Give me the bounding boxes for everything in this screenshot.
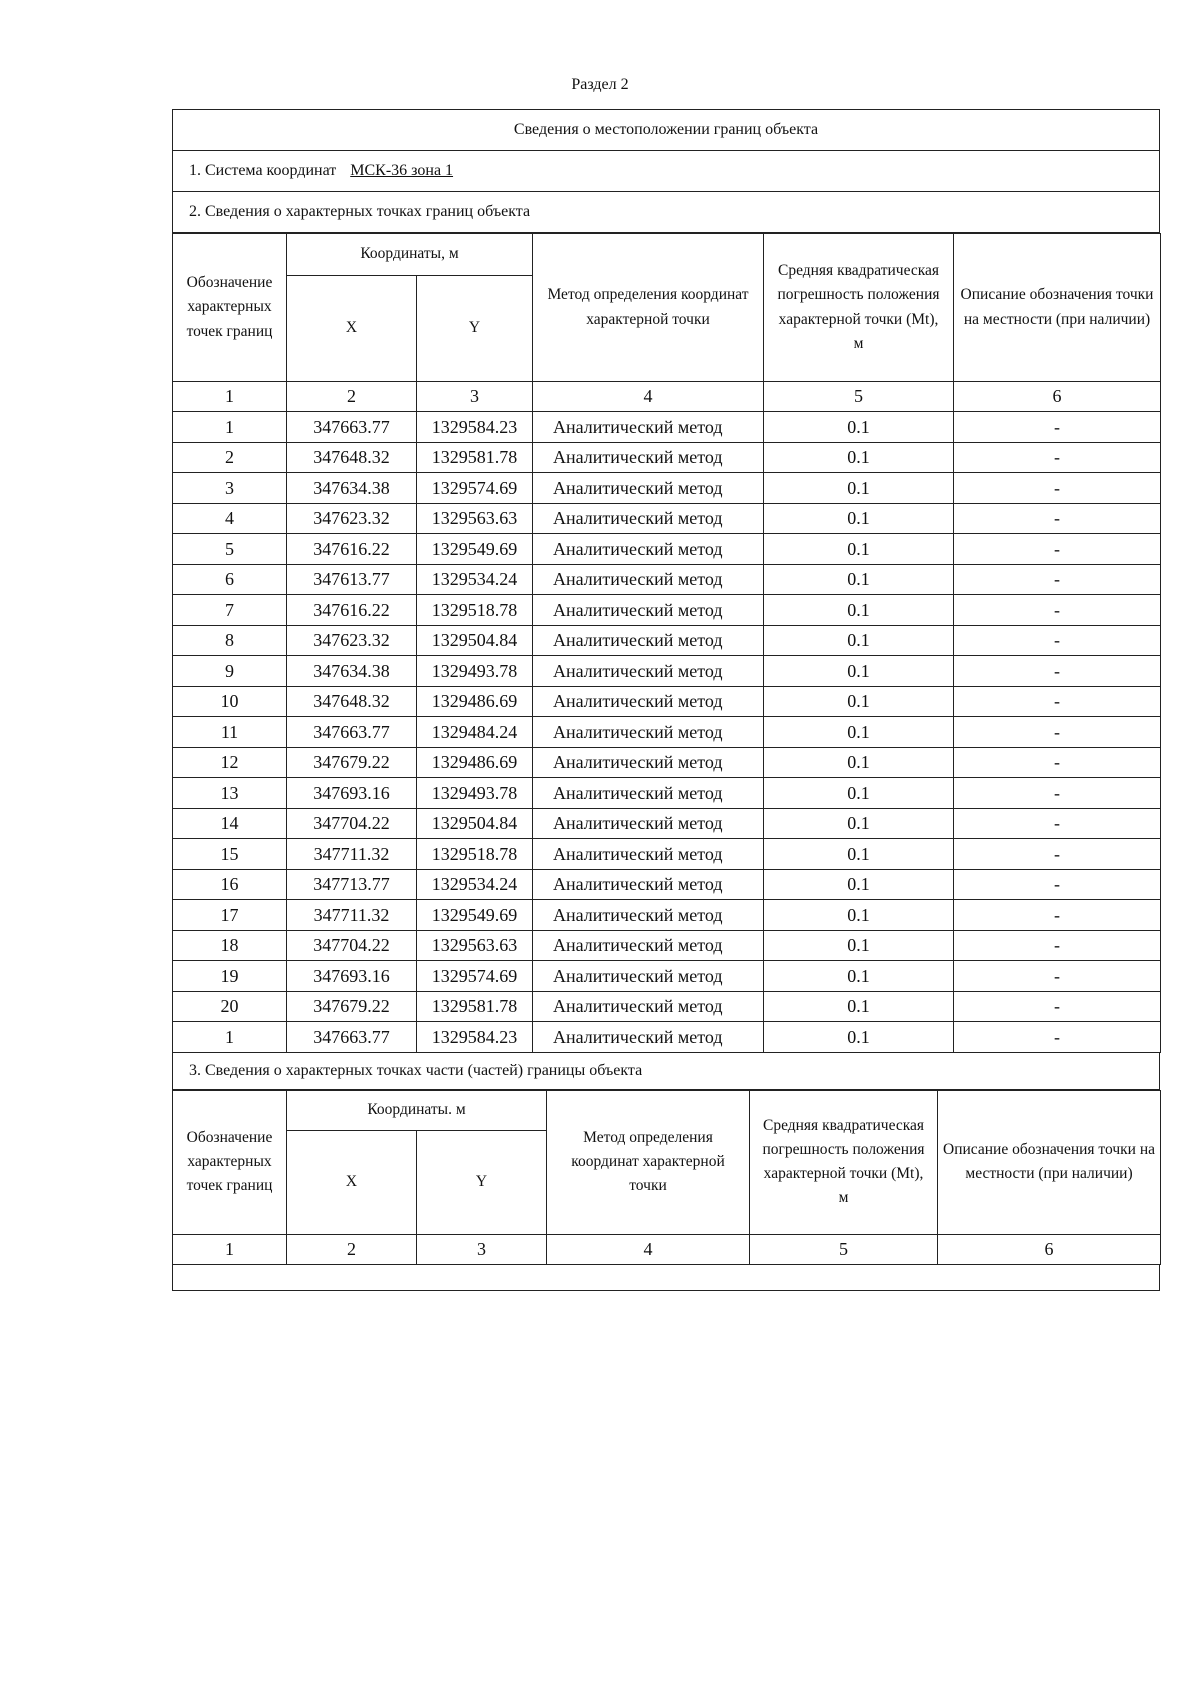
column-number: 6 [938,1234,1161,1264]
y-coordinate: 1329574.69 [417,473,533,504]
header-method: Метод определения координат характерной точки [533,234,764,382]
table-row [173,1022,1161,1053]
x-coordinate: 347623.32 [287,503,417,534]
header-error: Средняя квадратическая погрешность положения характерной точки (Mt), м [750,1090,938,1234]
header-description: Описание обозначения точки на местности (при наличии) [938,1090,1161,1234]
point-number: 8 [173,625,287,656]
method: Аналитический метод [533,534,764,565]
error: 0.1 [764,564,954,595]
column-number: 5 [764,382,954,412]
header-x: X [287,1130,417,1234]
column-numbers-row [173,382,1161,412]
x-coordinate: 347634.38 [287,656,417,687]
header-error: Средняя квадратическая погрешность положения характерной точки (Mt), м [764,234,954,382]
x-coordinate: 347648.32 [287,442,417,473]
y-coordinate: 1329549.69 [417,900,533,931]
description: - [954,717,1161,748]
error: 0.1 [764,869,954,900]
method: Аналитический метод [533,839,764,870]
section-label: Раздел 2 [571,76,629,93]
description: - [954,839,1161,870]
description: - [954,869,1161,900]
method: Аналитический метод [533,564,764,595]
part2-title: 2. Сведения о характерных точках границ объекта [189,203,531,220]
x-coordinate: 347634.38 [287,473,417,504]
column-number: 3 [417,1234,547,1264]
part2-table [172,233,1161,1053]
point-number: 9 [173,656,287,687]
method: Аналитический метод [533,412,764,443]
part2-title-row [172,192,1160,233]
header-coordinates: Координаты. м [287,1090,547,1130]
method: Аналитический метод [533,656,764,687]
error: 0.1 [764,991,954,1022]
y-coordinate: 1329486.69 [417,686,533,717]
header-method: Метод определения координат характерной точки [547,1090,750,1234]
point-number: 12 [173,747,287,778]
column-number: 2 [287,382,417,412]
x-coordinate: 347648.32 [287,686,417,717]
table-row [173,656,1161,687]
part3-title-row [172,1053,1160,1090]
table-row [173,930,1161,961]
y-coordinate: 1329504.84 [417,808,533,839]
x-coordinate: 347679.22 [287,747,417,778]
table-row [173,564,1161,595]
error: 0.1 [764,686,954,717]
y-coordinate: 1329584.23 [417,1022,533,1053]
description: - [954,625,1161,656]
error: 0.1 [764,900,954,931]
table-row [173,900,1161,931]
y-coordinate: 1329534.24 [417,564,533,595]
method: Аналитический метод [533,473,764,504]
point-number: 15 [173,839,287,870]
x-coordinate: 347693.16 [287,961,417,992]
column-numbers-row [173,1234,1161,1264]
error: 0.1 [764,778,954,809]
method: Аналитический метод [533,991,764,1022]
column-number: 4 [547,1234,750,1264]
column-number: 1 [173,382,287,412]
description: - [954,778,1161,809]
point-number: 14 [173,808,287,839]
column-number: 6 [954,382,1161,412]
x-coordinate: 347679.22 [287,991,417,1022]
x-coordinate: 347663.77 [287,717,417,748]
header-designation: Обозначение характерных точек границ [173,1090,287,1234]
x-coordinate: 347663.77 [287,1022,417,1053]
y-coordinate: 1329549.69 [417,534,533,565]
table-row [173,686,1161,717]
error: 0.1 [764,808,954,839]
table-row [173,747,1161,778]
header-description: Описание обозначения точки на местности (при наличии) [954,234,1161,382]
table-row [173,869,1161,900]
column-number: 2 [287,1234,417,1264]
table-row [173,595,1161,626]
y-coordinate: 1329534.24 [417,869,533,900]
method: Аналитический метод [533,625,764,656]
table-row [173,412,1161,443]
description: - [954,534,1161,565]
part3-title: 3. Сведения о характерных точках части (частей) границы объекта [189,1061,643,1079]
description: - [954,442,1161,473]
column-number: 5 [750,1234,938,1264]
error: 0.1 [764,473,954,504]
method: Аналитический метод [533,869,764,900]
y-coordinate: 1329484.24 [417,717,533,748]
x-coordinate: 347616.22 [287,534,417,565]
x-coordinate: 347693.16 [287,778,417,809]
error: 0.1 [764,656,954,687]
x-coordinate: 347711.32 [287,900,417,931]
description: - [954,1022,1161,1053]
method: Аналитический метод [533,747,764,778]
error: 0.1 [764,625,954,656]
x-coordinate: 347704.22 [287,808,417,839]
column-number: 4 [533,382,764,412]
x-coordinate: 347711.32 [287,839,417,870]
description: - [954,961,1161,992]
empty-row [172,1265,1160,1291]
method: Аналитический метод [533,1022,764,1053]
method: Аналитический метод [533,686,764,717]
point-number: 11 [173,717,287,748]
point-number: 13 [173,778,287,809]
method: Аналитический метод [533,717,764,748]
coord-system-row [172,151,1160,192]
header-coordinates: Координаты, м [287,234,533,276]
y-coordinate: 1329518.78 [417,839,533,870]
x-coordinate: 347663.77 [287,412,417,443]
point-number: 4 [173,503,287,534]
boundary-sheet [172,109,1160,1291]
description: - [954,564,1161,595]
error: 0.1 [764,534,954,565]
point-number: 20 [173,991,287,1022]
description: - [954,930,1161,961]
method: Аналитический метод [533,778,764,809]
method: Аналитический метод [533,503,764,534]
error: 0.1 [764,930,954,961]
method: Аналитический метод [533,442,764,473]
error: 0.1 [764,717,954,748]
point-number: 2 [173,442,287,473]
table-row [173,625,1161,656]
y-coordinate: 1329493.78 [417,656,533,687]
table-row [173,503,1161,534]
point-number: 3 [173,473,287,504]
table-row [173,961,1161,992]
description: - [954,686,1161,717]
table-row [173,442,1161,473]
column-number: 1 [173,1234,287,1264]
table-row [173,991,1161,1022]
error: 0.1 [764,747,954,778]
description: - [954,503,1161,534]
point-number: 7 [173,595,287,626]
y-coordinate: 1329493.78 [417,778,533,809]
point-number: 19 [173,961,287,992]
description: - [954,473,1161,504]
x-coordinate: 347613.77 [287,564,417,595]
x-coordinate: 347713.77 [287,869,417,900]
y-coordinate: 1329486.69 [417,747,533,778]
error: 0.1 [764,595,954,626]
description: - [954,808,1161,839]
method: Аналитический метод [533,930,764,961]
header-y: Y [417,1130,547,1234]
table-row [173,808,1161,839]
error: 0.1 [764,412,954,443]
x-coordinate: 347616.22 [287,595,417,626]
table-row [173,717,1161,748]
point-number: 18 [173,930,287,961]
method: Аналитический метод [533,900,764,931]
point-number: 16 [173,869,287,900]
table-row [173,778,1161,809]
y-coordinate: 1329563.63 [417,503,533,534]
point-number: 1 [173,1022,287,1053]
header-x: X [287,276,417,382]
method: Аналитический метод [533,808,764,839]
point-number: 10 [173,686,287,717]
y-coordinate: 1329574.69 [417,961,533,992]
x-coordinate: 347704.22 [287,930,417,961]
description: - [954,991,1161,1022]
description: - [954,900,1161,931]
point-number: 5 [173,534,287,565]
method: Аналитический метод [533,595,764,626]
table-row [173,473,1161,504]
y-coordinate: 1329581.78 [417,991,533,1022]
x-coordinate: 347623.32 [287,625,417,656]
error: 0.1 [764,839,954,870]
description: - [954,747,1161,778]
error: 0.1 [764,442,954,473]
y-coordinate: 1329563.63 [417,930,533,961]
y-coordinate: 1329581.78 [417,442,533,473]
main-title: Сведения о местоположении границ объекта [172,109,1160,151]
header-y: Y [417,276,533,382]
y-coordinate: 1329584.23 [417,412,533,443]
column-number: 3 [417,382,533,412]
error: 0.1 [764,1022,954,1053]
point-number: 6 [173,564,287,595]
method: Аналитический метод [533,961,764,992]
description: - [954,656,1161,687]
error: 0.1 [764,503,954,534]
coord-system-label: 1. Система координат [189,162,337,179]
table-row [173,534,1161,565]
part3-table [172,1090,1161,1265]
table-row [173,839,1161,870]
error: 0.1 [764,961,954,992]
y-coordinate: 1329504.84 [417,625,533,656]
point-number: 1 [173,412,287,443]
coord-system-value: МСК-36 зона 1 [350,162,454,179]
header-designation: Обозначение характерных точек границ [173,234,287,382]
description: - [954,412,1161,443]
description: - [954,595,1161,626]
point-number: 17 [173,900,287,931]
y-coordinate: 1329518.78 [417,595,533,626]
